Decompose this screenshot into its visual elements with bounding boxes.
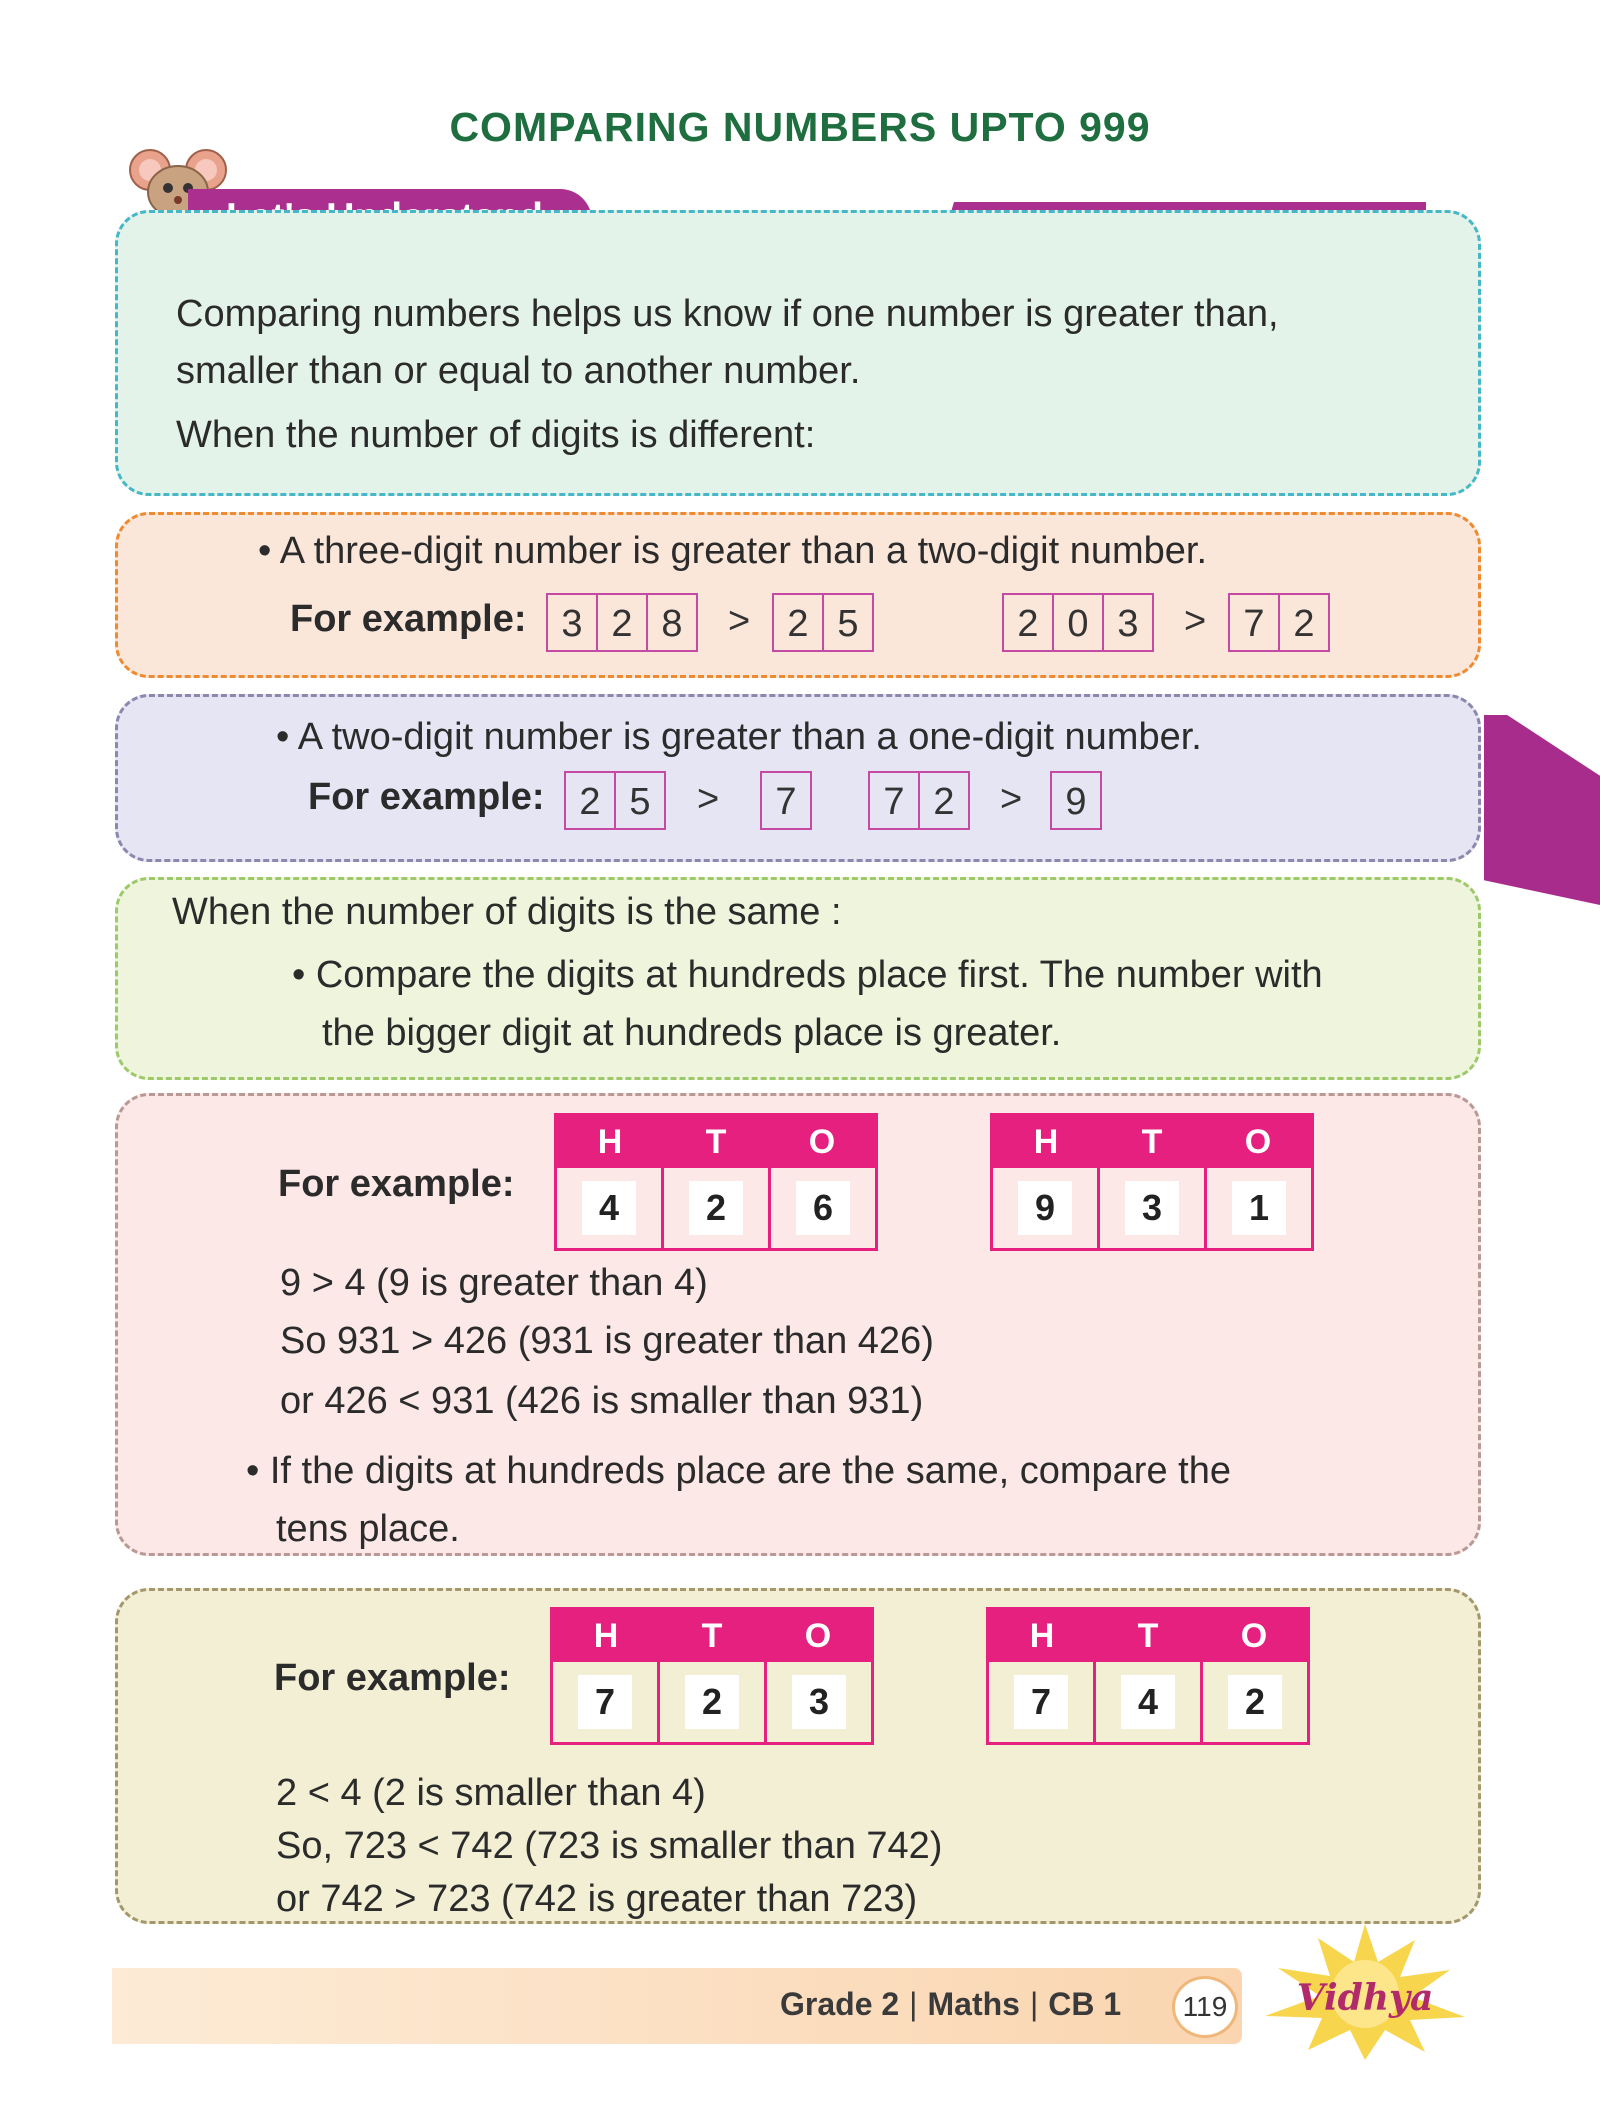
digit-boxes-328	[546, 593, 698, 652]
header-o: O	[1240, 1617, 1268, 1655]
footer-subject: Maths	[927, 1986, 1020, 2022]
tens-line-2: So, 723 < 742 (723 is smaller than 742)	[276, 1825, 943, 1867]
digit-cell: 3	[1125, 1181, 1179, 1235]
digit-cell: 1	[1232, 1181, 1286, 1235]
for-example-label: For example:	[278, 1163, 515, 1205]
vidhya-logo-icon	[1250, 1922, 1480, 2062]
digit-box: 9	[1050, 771, 1102, 830]
digit-cell: 4	[582, 1181, 636, 1235]
tens-rule-bullet-2: tens place.	[276, 1508, 460, 1550]
two-digit-rule-text: • A two-digit number is greater than a one-digit number.	[276, 716, 1202, 758]
place-value-table-742	[986, 1607, 1310, 1745]
hundreds-line-3: or 426 < 931 (426 is smaller than 931)	[280, 1380, 924, 1422]
intro-line-2: smaller than or equal to another number.	[176, 350, 861, 392]
tens-rule-bullet-1: • If the digits at hundreds place are the same, compare the	[246, 1450, 1231, 1492]
digit-cell: 2	[689, 1181, 743, 1235]
digit-cell: 7	[1014, 1675, 1068, 1729]
digit-cell: 3	[792, 1675, 846, 1729]
footer-text: Grade 2 | Maths | CB 1	[780, 1986, 1122, 2022]
hundreds-line-1: 9 > 4 (9 is greater than 4)	[280, 1262, 708, 1304]
page-title: COMPARING NUMBERS UPTO 999	[449, 104, 1151, 150]
comparison-sign: >	[1184, 600, 1207, 642]
digit-box: 7	[1228, 593, 1280, 652]
same-digits-bullet-1: • Compare the digits at hundreds place first. The number with	[292, 954, 1323, 996]
header-h: H	[597, 1123, 623, 1161]
comparison-sign: >	[697, 778, 720, 820]
digit-box: 5	[614, 771, 666, 830]
header-h: H	[1033, 1123, 1059, 1161]
digit-box: 2	[596, 593, 648, 652]
digit-cell: 2	[1228, 1675, 1282, 1729]
footer-grade: Grade 2	[780, 1986, 900, 2022]
digit-box: 5	[822, 593, 874, 652]
tens-line-3: or 742 > 723 (742 is greater than 723)	[276, 1878, 918, 1920]
digit-boxes-203	[1002, 593, 1154, 652]
digit-box: 2	[1002, 593, 1054, 652]
digit-boxes-25	[564, 771, 666, 830]
for-example-label: For example:	[308, 776, 545, 818]
digit-box: 3	[546, 593, 598, 652]
hundreds-line-2: So 931 > 426 (931 is greater than 426)	[280, 1320, 934, 1362]
comparison-sign: >	[728, 600, 751, 642]
header-h: H	[593, 1617, 619, 1655]
digit-box: 7	[868, 771, 920, 830]
header-t: T	[1137, 1617, 1159, 1655]
digit-cell: 6	[796, 1181, 850, 1235]
header-t: T	[705, 1123, 727, 1161]
logo-text: Vidhya	[1296, 1977, 1434, 2019]
for-example-label: For example:	[290, 598, 527, 640]
same-digits-bullet-2: the bigger digit at hundreds place is greater.	[322, 1012, 1062, 1054]
digit-box: 3	[1102, 593, 1154, 652]
digit-box: 2	[564, 771, 616, 830]
for-example-label: For example:	[274, 1657, 511, 1699]
header-o: O	[804, 1617, 832, 1655]
header-o: O	[1244, 1123, 1272, 1161]
digit-box-7	[760, 771, 812, 830]
intro-line-1: Comparing numbers helps us know if one number is greater than,	[176, 293, 1279, 335]
header-t: T	[701, 1617, 723, 1655]
digit-boxes-72	[1228, 593, 1330, 652]
digit-box: 0	[1052, 593, 1104, 652]
digit-box-9	[1050, 771, 1102, 830]
place-value-table-723	[550, 1607, 874, 1745]
header-o: O	[808, 1123, 836, 1161]
digit-box: 7	[760, 771, 812, 830]
tens-line-1: 2 < 4 (2 is smaller than 4)	[276, 1772, 706, 1814]
intro-line-3: When the number of digits is different:	[176, 414, 816, 456]
digit-box: 8	[646, 593, 698, 652]
digit-box: 2	[1278, 593, 1330, 652]
digit-boxes-25	[772, 593, 874, 652]
comparison-sign: >	[1000, 778, 1023, 820]
digit-box: 2	[772, 593, 824, 652]
digit-box: 2	[918, 771, 970, 830]
same-digits-heading: When the number of digits is the same :	[172, 891, 842, 933]
header-h: H	[1029, 1617, 1055, 1655]
side-decoration	[1484, 715, 1600, 905]
place-value-table-426	[554, 1113, 878, 1251]
page-number: 119	[1172, 1976, 1238, 2038]
three-digit-rule-text: • A three-digit number is greater than a two-digit number.	[258, 530, 1208, 572]
header-t: T	[1141, 1123, 1163, 1161]
digit-cell: 9	[1018, 1181, 1072, 1235]
place-value-table-931	[990, 1113, 1314, 1251]
digit-boxes-72	[868, 771, 970, 830]
digit-cell: 7	[578, 1675, 632, 1729]
digit-cell: 4	[1121, 1675, 1175, 1729]
footer-book: CB 1	[1048, 1986, 1122, 2022]
digit-cell: 2	[685, 1675, 739, 1729]
